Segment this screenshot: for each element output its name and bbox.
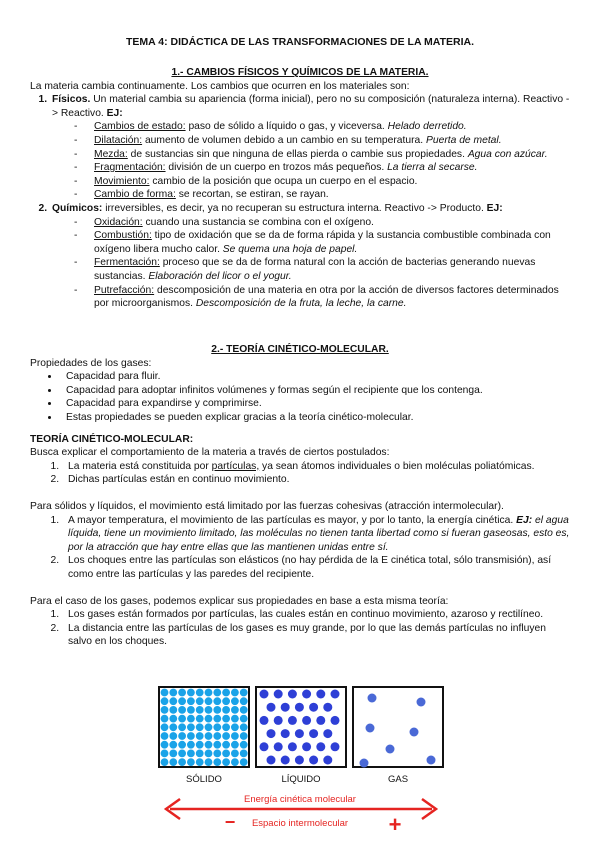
particle — [205, 697, 213, 705]
particle — [309, 703, 318, 712]
particle — [368, 694, 377, 703]
particle — [222, 689, 230, 697]
particle — [295, 756, 304, 765]
physical-text: Un material cambia su apariencia (forma inicial), pero no su composición (naturaleza interna). Reactivo -> Reactivo. — [52, 94, 570, 119]
example: Agua con azúcar. — [467, 148, 548, 160]
particle — [231, 750, 239, 758]
particle — [161, 715, 169, 723]
desc: división de un cuerpo en trozos más pequeños. — [165, 162, 388, 174]
particle — [196, 706, 204, 714]
kinetic-energy-label: Energía cinética molecular — [244, 794, 356, 805]
particle — [260, 742, 269, 751]
section-1 — [30, 66, 570, 311]
term: Oxidación: — [94, 216, 143, 228]
particle — [187, 758, 195, 766]
particle — [240, 741, 248, 749]
list-item — [74, 284, 570, 311]
particle — [260, 716, 269, 725]
particle — [240, 706, 248, 714]
particle — [196, 723, 204, 731]
desc: aumento de volumen debido a un cambio en su temperatura. — [142, 134, 426, 146]
desc: descomposición de una materia en otra por la acción de diversos factores determinados por microorganismos. — [94, 284, 559, 310]
desc: cuando una sustancia se combina con el oxígeno. — [142, 216, 374, 228]
particle — [187, 697, 195, 705]
liquid-container — [256, 687, 346, 767]
particle — [316, 716, 325, 725]
text: ya sean átomos individuales o bien moléculas poliatómicas. — [259, 460, 535, 472]
solids-liquids-intro: Para sólidos y líquidos, el movimiento está limitado por las fuerzas cohesivas (atracción intermolecular). — [30, 500, 504, 512]
list-item — [62, 460, 570, 474]
section-1-heading: 1.- CAMBIOS FÍSICOS Y QUÍMICOS DE LA MATERIA. — [171, 67, 429, 78]
particle — [240, 723, 248, 731]
particle — [231, 706, 239, 714]
particle — [222, 758, 230, 766]
particle — [205, 750, 213, 758]
particle — [169, 715, 177, 723]
particle — [260, 690, 269, 699]
particle — [222, 723, 230, 731]
particle — [161, 706, 169, 714]
particle — [281, 729, 290, 738]
list-item — [74, 120, 570, 134]
particle — [213, 741, 221, 749]
particle — [205, 732, 213, 740]
particle — [231, 741, 239, 749]
particle — [213, 750, 221, 758]
term: Cambio de forma: — [94, 189, 176, 201]
particle — [302, 690, 311, 699]
tcm-subheading: TEORÍA CINÉTICO-MOLECULAR: — [30, 433, 194, 445]
list-item — [74, 161, 570, 175]
particle — [205, 758, 213, 766]
particle — [187, 750, 195, 758]
particle — [161, 732, 169, 740]
desc: proceso que se da de forma natural con la acción de bacterias generando nuevas sustancias. — [94, 257, 536, 282]
particle — [240, 732, 248, 740]
example: Puerta de metal. — [426, 134, 502, 146]
list-item: • Estas propiedades se pueden explicar gracias a la teoría cinético-molecular. — [60, 411, 570, 425]
particle — [213, 706, 221, 714]
particle — [213, 723, 221, 731]
term: Fragmentación: — [94, 162, 166, 174]
particle — [187, 732, 195, 740]
plus-sign: + — [388, 812, 402, 837]
chemical-text: irreversibles, es decir, ya no recuperan su estructura interna. Reactivo -> Producto. — [102, 202, 484, 214]
particle — [222, 750, 230, 758]
particle — [323, 756, 332, 765]
particle — [231, 689, 239, 697]
example: Descomposición de la fruta, la leche, la carne. — [195, 298, 407, 310]
term: Mezda: — [94, 148, 128, 160]
particle — [240, 750, 248, 758]
desc: de sustancias sin que ninguna de ellas pierda o cambie sus propiedades. — [127, 148, 468, 160]
list-item — [74, 148, 570, 162]
particle — [161, 723, 169, 731]
desc: cambio de la posición que ocupa un cuerpo en el espacio. — [149, 175, 418, 187]
particle — [187, 715, 195, 723]
text: La materia está constituida por — [68, 460, 212, 472]
term: Putrefacción: — [94, 284, 155, 296]
particle — [231, 697, 239, 705]
particle — [410, 728, 419, 737]
particle — [196, 697, 204, 705]
particle — [302, 742, 311, 751]
particle — [178, 732, 186, 740]
gases-intro: Para el caso de los gases, podemos explicar sus propiedades en base a esta misma teoría: — [30, 595, 449, 607]
particle — [178, 689, 186, 697]
particle — [240, 715, 248, 723]
particle — [178, 715, 186, 723]
particle — [316, 690, 325, 699]
list-item — [74, 216, 570, 230]
particle — [196, 750, 204, 758]
particle — [281, 703, 290, 712]
liquid-label: LÍQUIDO — [281, 774, 321, 785]
example: Helado derretido. — [387, 121, 467, 133]
chemical-changes — [50, 202, 570, 311]
particle — [231, 758, 239, 766]
chemical-label: Químicos: — [52, 202, 103, 214]
gas-props-list — [30, 370, 570, 424]
particle — [360, 759, 369, 768]
list-item — [74, 175, 570, 189]
particle — [196, 758, 204, 766]
particle — [161, 758, 169, 766]
section-1-intro: La materia cambia continuamente. Los cambios que ocurren en los materiales son: — [30, 80, 410, 92]
particle — [240, 689, 248, 697]
particle — [213, 732, 221, 740]
intermolecular-space-label: Espacio intermolecular — [251, 818, 349, 829]
gas-label: GAS — [387, 774, 409, 785]
particle — [231, 715, 239, 723]
text-underlined: partículas, — [211, 460, 260, 472]
particle — [169, 741, 177, 749]
particle — [169, 758, 177, 766]
particle — [417, 698, 426, 707]
states-of-matter-diagram — [150, 683, 450, 843]
particle — [161, 741, 169, 749]
particle — [205, 706, 213, 714]
example: La tierra al secarse. — [387, 162, 478, 174]
particle — [427, 756, 436, 765]
particle — [196, 715, 204, 723]
particle — [240, 697, 248, 705]
change-types-list — [30, 93, 570, 311]
particle — [288, 742, 297, 751]
ej-label: EJ: — [513, 514, 533, 526]
particle — [288, 716, 297, 725]
list-item — [74, 134, 570, 148]
particle — [331, 742, 340, 751]
particle — [281, 756, 290, 765]
chemical-ej: EJ: — [483, 202, 503, 214]
list-item: • Capacidad para adoptar infinitos volúmenes y formas según el recipiente que los contenga. — [60, 384, 570, 398]
particle — [309, 729, 318, 738]
example: Se quema una hoja de papel. — [222, 243, 358, 255]
particle — [213, 758, 221, 766]
particle — [331, 690, 340, 699]
particle — [178, 697, 186, 705]
particle — [267, 703, 276, 712]
particle — [302, 716, 311, 725]
particle — [205, 689, 213, 697]
particle — [169, 723, 177, 731]
text: A mayor temperatura, el movimiento de las partículas es mayor, y por lo tanto, la energía cinética. — [68, 514, 514, 526]
particle — [187, 706, 195, 714]
particle — [231, 723, 239, 731]
particle — [295, 729, 304, 738]
particle — [274, 742, 283, 751]
physical-changes — [50, 93, 570, 202]
particle — [205, 723, 213, 731]
gas-props-intro: Propiedades de los gases: — [30, 357, 152, 369]
document-title: TEMA 4: DIDÁCTICA DE LAS TRANSFORMACIONES DE LA MATERIA. — [125, 36, 475, 48]
particle — [205, 741, 213, 749]
particle — [178, 750, 186, 758]
particle — [187, 741, 195, 749]
list-item: 1. Los gases están formados por partículas, las cuales están en continuo movimiento, azaroso y rectilíneo. — [62, 608, 570, 622]
list-item: 2. Los choques entre las partículas son elásticos (no hay pérdida de la E cinética total, sólo transmisión), así como entre las partículas y las paredes del recipiente. — [62, 554, 570, 581]
particle — [309, 756, 318, 765]
physical-examples — [52, 120, 570, 202]
particle — [222, 741, 230, 749]
physical-ej: EJ: — [103, 107, 123, 119]
particle — [274, 690, 283, 699]
solid-label: SÓLIDO — [186, 774, 222, 785]
chemical-examples — [52, 216, 570, 311]
desc: tipo de oxidación que se da de forma rápida y la sustancia combustible combinada con oxígeno libera mucho calor. — [94, 230, 551, 255]
desc: paso de sólido a líquido o gas, y viceversa. — [185, 121, 388, 133]
term: Movimiento: — [94, 175, 150, 187]
particle — [295, 703, 304, 712]
term: Fermentación: — [94, 257, 160, 269]
particle — [222, 715, 230, 723]
particle — [267, 729, 276, 738]
particle — [196, 689, 204, 697]
particle — [331, 716, 340, 725]
particle — [222, 697, 230, 705]
particle — [323, 703, 332, 712]
particle — [196, 732, 204, 740]
example: Elaboración del licor o el yogur. — [148, 270, 292, 282]
particle — [366, 724, 375, 733]
particle — [316, 742, 325, 751]
particle — [267, 756, 276, 765]
list-item — [74, 256, 570, 283]
list-item: • Capacidad para expandirse y comprimirse. — [60, 397, 570, 411]
postulates-list — [30, 460, 570, 487]
particle — [274, 716, 283, 725]
particle — [231, 732, 239, 740]
particle — [213, 689, 221, 697]
particle — [187, 723, 195, 731]
term: Combustión: — [94, 230, 152, 242]
particle — [213, 715, 221, 723]
particle — [288, 690, 297, 699]
particle — [205, 715, 213, 723]
particle — [213, 697, 221, 705]
particle — [222, 706, 230, 714]
particle — [169, 732, 177, 740]
tcm-intro: Busca explicar el comportamiento de la materia a través de ciertos postulados: — [30, 447, 390, 459]
list-item — [74, 188, 570, 202]
particle — [178, 706, 186, 714]
particle — [169, 697, 177, 705]
term: Cambios de estado: — [94, 121, 186, 133]
particle — [178, 758, 186, 766]
particle — [161, 750, 169, 758]
particle — [178, 723, 186, 731]
particle — [161, 689, 169, 697]
list-item — [62, 514, 570, 555]
particle — [169, 706, 177, 714]
particle — [386, 745, 395, 754]
list-item: 2. La distancia entre las partículas de los gases es muy grande, por lo que las demás partículas no influyen salvo en los choques. — [62, 622, 570, 649]
example: el agua líquida, tiene un movimiento limitado, las moléculas no tienen tanta libertad como si fueran gaseosas, esto es, por la atracción que hay entre ellas que las mantienen unidas entre sí. — [68, 514, 570, 553]
minus-sign: − — [224, 812, 236, 832]
gases-list — [30, 608, 570, 649]
particle — [240, 758, 248, 766]
particle — [169, 689, 177, 697]
list-item: • Capacidad para fluir. — [60, 370, 570, 384]
particle — [196, 741, 204, 749]
solids-liquids-list — [30, 514, 570, 582]
particle — [178, 741, 186, 749]
list-item — [74, 229, 570, 256]
particle — [323, 729, 332, 738]
particle — [169, 750, 177, 758]
particle — [222, 732, 230, 740]
physical-label: Físicos. — [52, 94, 91, 106]
term: Dilatación: — [94, 134, 143, 146]
section-2 — [30, 343, 570, 649]
desc: se recortan, se estiran, se rayan. — [175, 189, 329, 201]
particle — [161, 697, 169, 705]
section-2-heading: 2.- TEORÍA CINÉTICO-MOLECULAR. — [211, 344, 389, 355]
list-item: 2. Dichas partículas están en continuo movimiento. — [62, 473, 570, 487]
particle — [187, 689, 195, 697]
